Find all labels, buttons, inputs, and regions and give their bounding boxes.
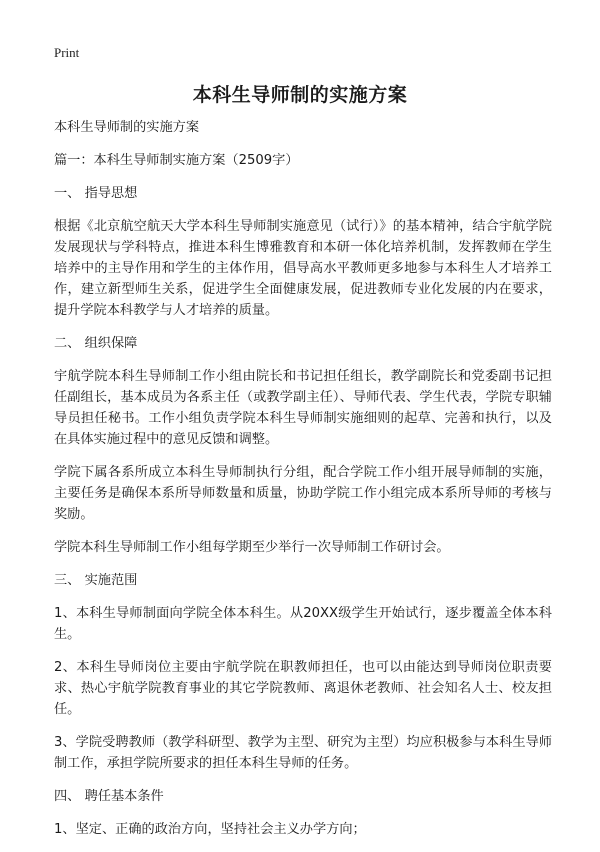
section-heading: 二、 组织保障 xyxy=(54,336,138,351)
paragraph: 2、本科生导师岗位主要由宇航学院在职教师担任，也可以由能达到导师岗位职责要求、热心宇航学院教育事业的其它学院教师、离退休老教师、社会知名人士、校友担任。 xyxy=(54,660,552,717)
paragraph: 3、学院受聘教师（教学科研型、教学为主型、研究为主型）均应积极参与本科生导师制工作，承担学院所要求的担任本科生导师的任务。 xyxy=(54,735,552,771)
paragraph: 根据《北京航空航天大学本科生导师制实施意见（试行）》的基本精神，结合宇航学院发展现状与学科特点，推进本科生博雅教育和本研一体化培养机制，发挥教师在学生培养中的主导作用和学生的主体作用，倡导高水平教师更多地参与本科生人才培养工作，建立新型师生关系，促进学生全面健康发展，促进教师专业化发展的内在要求，提升学院本科教学与人才培养的质量。 xyxy=(54,219,552,318)
paragraph: 宇航学院本科生导师制工作小组由院长和书记担任组长，教学副院长和党委副书记担任副组长，基本成员为各系主任（或教学副主任）、导师代表、学生代表，学院专职辅导员担任秘书。工作小组负责学院本科生导师制实施细则的起草、完善和执行，以及在具体实施过程中的意见反馈和调整。 xyxy=(54,369,552,447)
paragraph: 1、坚定、正确的政治方向，坚持社会主义办学方向； xyxy=(54,822,366,837)
paragraph: 学院本科生导师制工作小组每学期至少举行一次导师制工作研讨会。 xyxy=(54,540,450,555)
section-heading: 三、 实施范围 xyxy=(54,573,138,588)
paragraph: 学院下属各系所成立本科生导师制执行分组，配合学院工作小组开展导师制的实施，主要任务是确保本系所导师数量和质量，协助学院工作小组完成本系所导师的考核与奖励。 xyxy=(54,465,552,522)
section-heading: 四、 聘任基本条件 xyxy=(54,789,164,804)
print-link[interactable]: Print xyxy=(54,45,80,60)
document-body xyxy=(54,117,552,852)
part-title: 篇一：本科生导师制实施方案（2509字） xyxy=(54,153,299,168)
section-heading: 一、 指导思想 xyxy=(54,186,138,201)
page-title: 本科生导师制的实施方案 xyxy=(192,84,408,106)
intro-line: 本科生导师制的实施方案 xyxy=(54,120,200,135)
paragraph: 1、本科生导师制面向学院全体本科生。从20XX级学生开始试行，逐步覆盖全体本科生。 xyxy=(54,606,552,642)
